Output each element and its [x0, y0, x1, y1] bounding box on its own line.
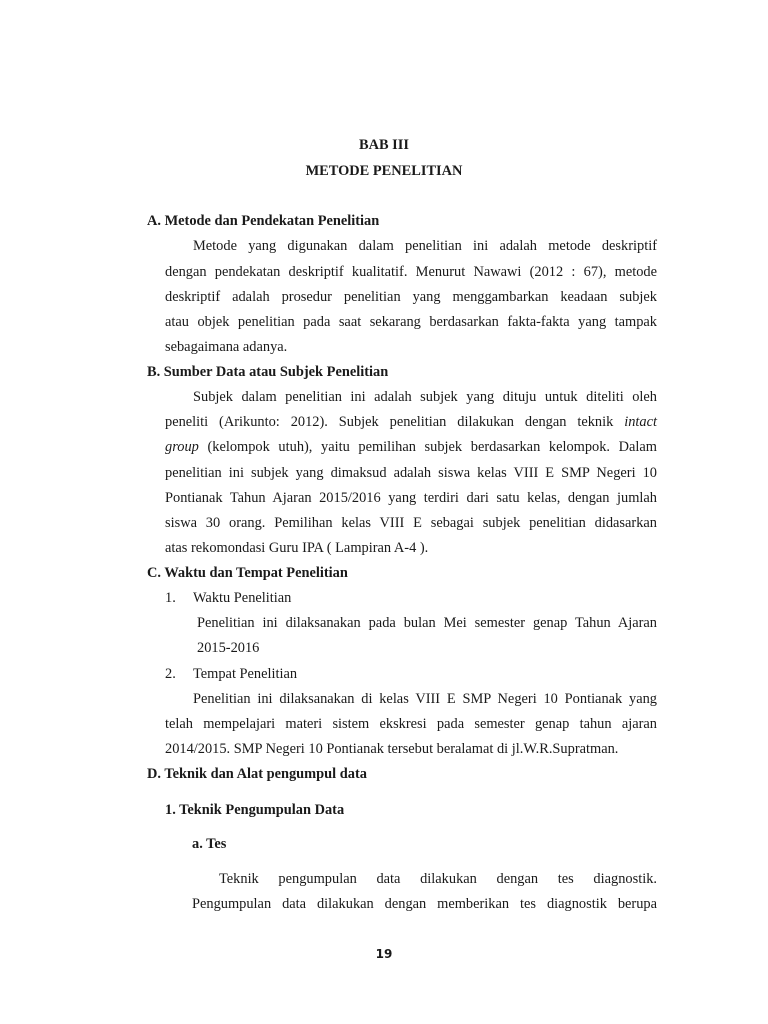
section-a-line-3: deskriptif adalah prosedur penelitian yang menggambarkan keadaan subjek: [165, 289, 657, 305]
section-b-line-6: siswa 30 orang. Pemilihan kelas VIII E sebagai subjek penelitian didasarkan: [165, 515, 657, 531]
section-b-line-2-italic: intact: [624, 414, 657, 430]
chapter-title: METODE PENELITIAN: [305, 163, 463, 179]
section-c-heading: C. Waktu dan Tempat Penelitian: [147, 565, 348, 581]
section-c-item-2-line-2: telah mempelajari materi sistem ekskresi pada semester genap tahun ajaran: [165, 716, 657, 732]
section-b-line-3-text: (kelompok utuh), yaitu pemilihan subjek berdasarkan kelompok. Dalam: [198, 439, 657, 455]
section-a-line-2: dengan pendekatan deskriptif kualitatif. Menurut Nawawi (2012 : 67), metode: [165, 264, 657, 280]
section-b-line-3: [165, 439, 657, 456]
section-d-line-1: Teknik pengumpulan data dilakukan dengan tes diagnostik.: [219, 871, 657, 887]
section-b-line-4: penelitian ini subjek yang dimaksud adalah siswa kelas VIII E SMP Negeri 10: [165, 465, 657, 481]
section-c-item-1-label: Waktu Penelitian: [193, 590, 292, 606]
section-d-subheading-1: 1. Teknik Pengumpulan Data: [165, 802, 345, 818]
section-b-heading: B. Sumber Data atau Subjek Penelitian: [147, 364, 389, 380]
section-c-item-1-line-2: 2015-2016: [197, 640, 260, 656]
section-d-line-2: Pengumpulan data dilakukan dengan memberikan tes diagnostik berupa: [192, 896, 657, 912]
section-b-line-3-italic: group: [165, 439, 199, 455]
section-b-line-2-text: peneliti (Arikunto: 2012). Subjek penelitian dilakukan dengan teknik: [165, 414, 625, 430]
chapter-number: BAB III: [359, 137, 409, 153]
section-c-item-2-number: 2.: [165, 666, 176, 682]
section-c-item-2-line-1: Penelitian ini dilaksanakan di kelas VIII E SMP Negeri 10 Pontianak yang: [193, 691, 657, 707]
section-b-line-1: Subjek dalam penelitian ini adalah subjek yang dituju untuk diteliti oleh: [193, 389, 657, 405]
section-a-line-5: sebagaimana adanya.: [165, 339, 288, 355]
section-d-subheading-1a: a. Tes: [192, 836, 227, 852]
section-a-line-1: Metode yang digunakan dalam penelitian ini adalah metode deskriptif: [193, 238, 657, 254]
section-a-heading: A. Metode dan Pendekatan Penelitian: [147, 213, 380, 229]
page-number: 19: [375, 947, 393, 961]
section-c-item-1-number: 1.: [165, 590, 176, 606]
section-b-line-7: atas rekomondasi Guru IPA ( Lampiran A-4 ).: [165, 540, 429, 556]
section-b-line-2: [165, 414, 657, 431]
section-a-line-4: atau objek penelitian pada saat sekarang berdasarkan fakta-fakta yang tampak: [165, 314, 657, 330]
section-b-line-5: Pontianak Tahun Ajaran 2015/2016 yang terdiri dari satu kelas, dengan jumlah: [165, 490, 657, 506]
section-c-item-2-label: Tempat Penelitian: [193, 666, 298, 682]
section-d-heading: D. Teknik dan Alat pengumpul data: [147, 766, 367, 782]
section-c-item-1-line-1: Penelitian ini dilaksanakan pada bulan Mei semester genap Tahun Ajaran: [197, 615, 657, 631]
section-c-item-2-line-3: 2014/2015. SMP Negeri 10 Pontianak tersebut beralamat di jl.W.R.Supratman.: [165, 741, 619, 757]
